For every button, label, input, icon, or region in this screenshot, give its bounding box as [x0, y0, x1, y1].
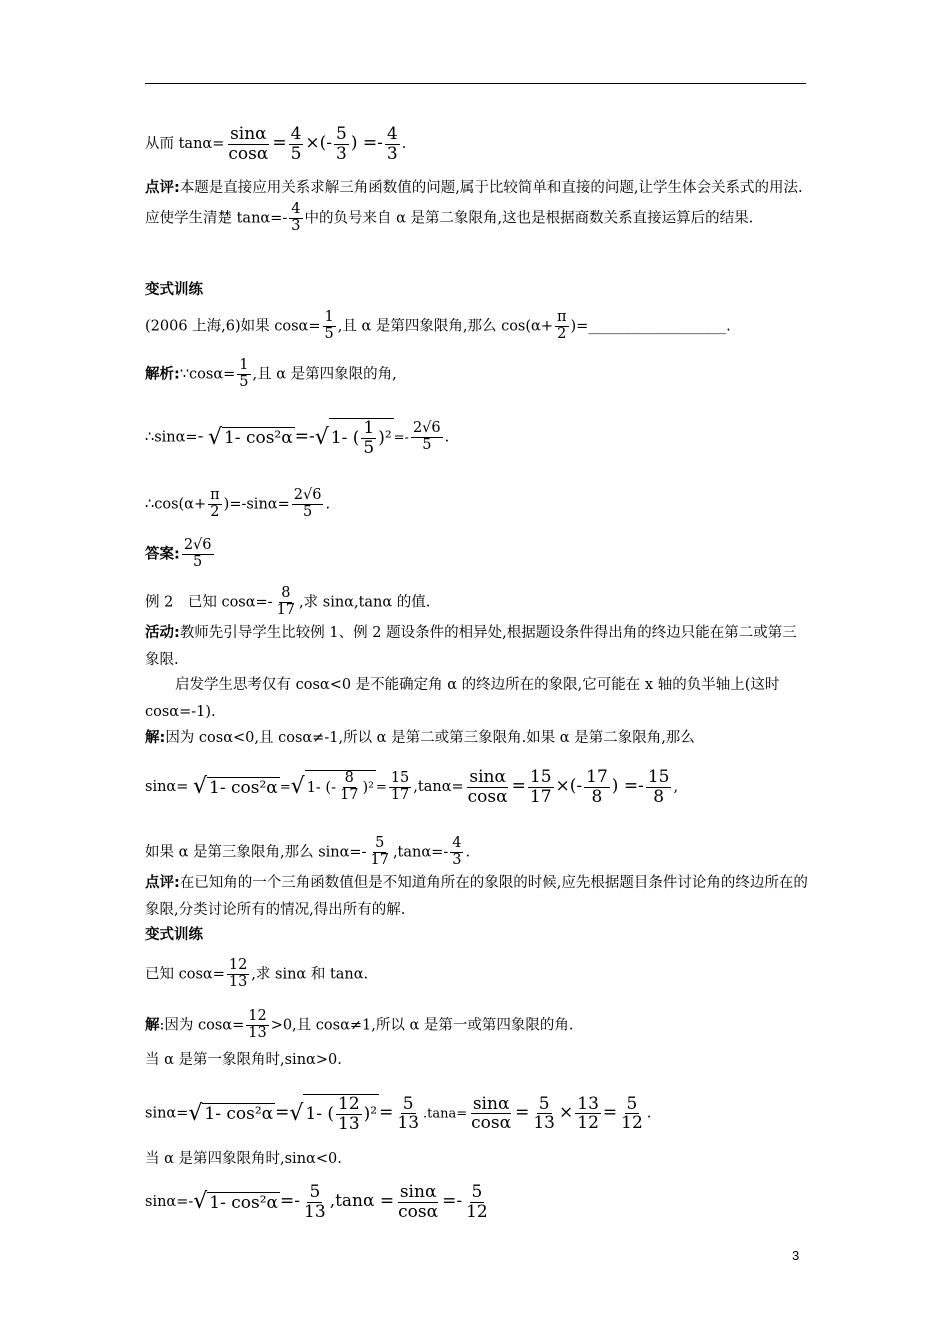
sin-derivation: ∴sinα=- √ 1- cos²α =- √ 1- ( 1 5 )² =- $\frac{2√6}{5}$ .: [145, 418, 450, 458]
first-quadrant-equation: sinα= √ 1- cos²α = √ 1- ( 12 13 )² = $\frac{5}{13}$ .tana= $\frac{\sin\alpha}{\cos\alpha}$ = $\frac{5}{13}$ × $\frac{13}{12}$ = $\frac{5}{12}$ .: [145, 1093, 652, 1134]
header-rule: [145, 83, 806, 84]
second-quadrant-equation: sinα= √ 1- cos²α = √ 1- (- 8 17 )² = $\frac{15}{17}$ ,tanα= $\frac{\sin\alpha}{\cos\alpha}$ = $\frac{15}{17}$ ×(- $\frac{17}{8}$ ) =- $\frac{15}{8}$ ,: [145, 767, 679, 807]
third-quadrant-line: 如果 α 是第三象限角,那么 sinα=- $\frac{5}{17}$ ,tanα=- $\frac{4}{3}$ .: [145, 835, 471, 868]
exercise-question-2: 已知 cosα= $\frac{12}{13}$ ,求 sinα 和 tanα.: [145, 957, 369, 990]
comment-paragraph-1: 点评:本题是直接应用关系求解三角函数值的问题,属于比较简单和直接的问题,让学生体会关系式的用法.应使学生清楚 tanα=- $\frac{4}{3}$ 中的负号来自 α 是第二象限角,这也是根据商数关系直接运算后的结果.: [145, 180, 803, 234]
cos-derivation: ∴cos(α+ $\frac{\pi}{2}$ )=-sinα= $\frac{2√6}{5}$ .: [145, 487, 331, 520]
tan-result-line: 从而 tanα= $\frac{\sin\alpha}{\cos\alpha}$ = $\frac{4}{5}$ ×(- $\frac{5}{3}$ ) =- $\frac{4}{3}$ .: [145, 124, 407, 164]
activity-paragraph: 活动:教师先引导学生比较例 1、例 2 题设条件的相异处,根据题设条件得出角的终边只能在第二或第三象限.: [145, 625, 797, 668]
fourth-quadrant-case: 当 α 是第四象限角时,sinα<0.: [145, 1151, 342, 1167]
solution-intro: 解:因为 cosα<0,且 cosα≠-1,所以 α 是第二或第三象限角.如果 α 是第二象限角,那么: [145, 730, 695, 746]
first-quadrant-case: 当 α 是第一象限角时,sinα>0.: [145, 1052, 342, 1068]
page-number: 3: [792, 1248, 800, 1263]
fourth-quadrant-equation: sinα=- √ 1- cos²α =- $\frac{5}{13}$ ,tanα = $\frac{\sin\alpha}{\cos\alpha}$ =- $\frac{5}{12}$: [145, 1182, 488, 1222]
answer-line: 答案: $\frac{2√6}{5}$: [145, 537, 212, 570]
solution-2-intro: 解:因为 cosα= $\frac{12}{13}$ >0,且 cosα≠1,所以 α 是第一或第四象限的角.: [145, 1008, 574, 1041]
exercise-question: (2006 上海,6)如果 cosα= $\frac{1}{5}$ ,且 α 是第四象限角,那么 cos(α+ $\frac{\pi}{2}$ )=___________________.: [145, 309, 731, 342]
activity-paragraph-2: 启发学生思考仅有 cosα<0 是不能确定角 α 的终边所在的象限,它可能在 x 轴的负半轴上(这时 cosα=-1).: [145, 677, 780, 720]
section-heading-2: 变式训练: [145, 927, 203, 943]
section-heading: 变式训练: [145, 282, 203, 298]
analysis-line: 解析:∵cosα= $\frac{1}{5}$ ,且 α 是第四象限的角,: [145, 357, 397, 390]
comment-paragraph-2: 点评:在已知角的一个三角函数值但是不知道角所在的象限的时候,应先根据题目条件讨论角的终边所在的象限,分类讨论所有的情况,得出所有的解.: [145, 875, 808, 918]
example-2: 例 2 已知 cosα=- $\frac{8}{17}$ ,求 sinα,tanα 的值.: [145, 585, 431, 618]
